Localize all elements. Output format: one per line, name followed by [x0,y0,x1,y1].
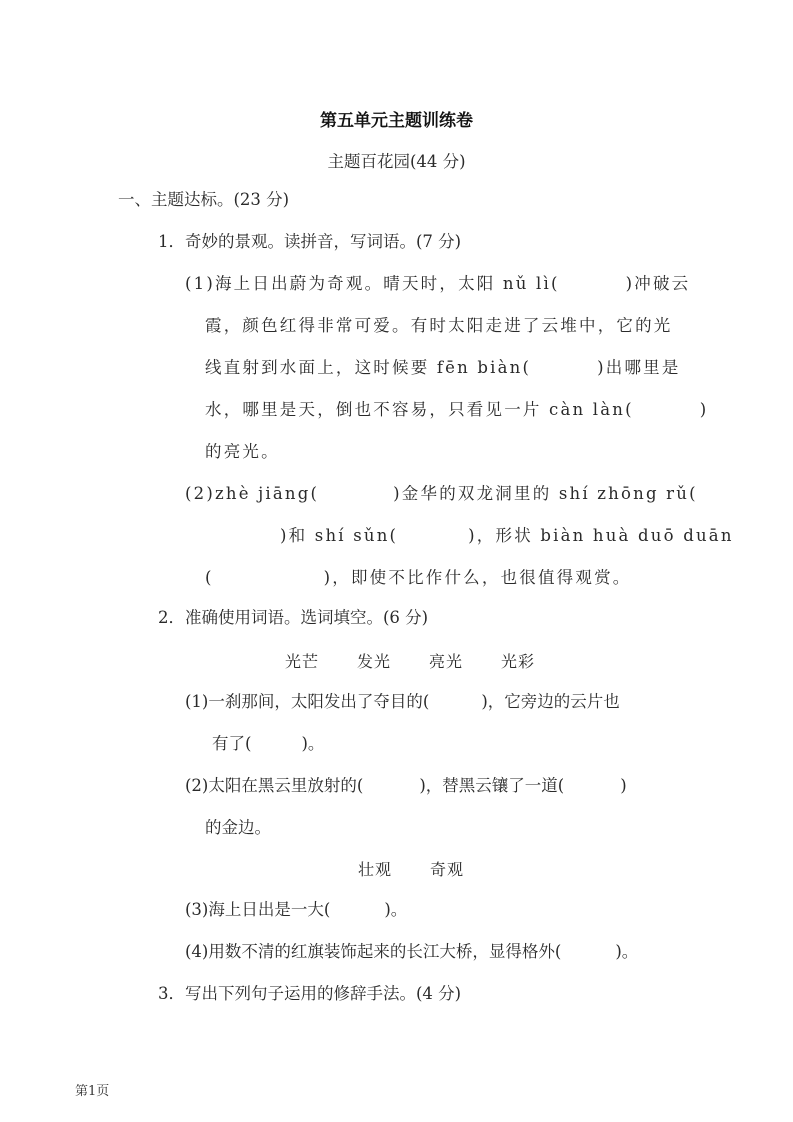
q1-p2-line1 [185,483,698,505]
word-option: 发光 [357,652,392,671]
text: (3)海上日出是一大( [185,900,331,919]
word-option: 光彩 [501,652,536,671]
q2-p1-line1 [185,691,620,713]
section-1-heading: 一、主题达标。(23 分) [118,190,290,209]
word-option: 壮观 [358,860,393,879]
word-option: 奇观 [430,860,465,879]
q1-p2-line2 [280,525,734,547]
text: )，它旁边的云片也 [481,692,620,711]
text: )，即使不比作什么，也很值得观赏。 [323,568,632,587]
document-title: 第五单元主题训练卷 [320,111,473,131]
q1-p1-line4 [205,399,708,421]
q1-p1-line1 [185,273,690,295]
text: 水，哪里是天，倒也不容易，只看见一片 càn làn( [205,400,634,419]
q1-p1-line3 [205,357,681,379]
text: (1)海上日出蔚为奇观。晴天时，太阳 nǔ lì( [185,274,560,293]
text: ) [620,776,627,795]
word-option: 光芒 [285,652,320,671]
text: )金华的双龙洞里的 shí zhōng rǔ( [393,484,698,503]
page-number: 第1页 [75,1084,110,1099]
question-3-heading: 3．写出下列句子运用的修辞手法。(4 分) [158,984,462,1003]
q1-p1-line5: 的亮光。 [205,442,280,461]
text: )，形状 biàn huà duō duān [468,526,734,545]
text: )。 [384,900,408,919]
text: 线直射到水面上，这时候要 fēn biàn( [205,358,532,377]
text: )和 shí sǔn( [280,526,399,545]
text: 有了( [212,734,252,753]
q2-p2-line2: 的金边。 [205,818,271,837]
text: ) [699,400,709,419]
text: ( [205,568,214,587]
question-1-heading: 1．奇妙的景观。读拼音，写词语。(7 分) [158,232,462,251]
word-options-a [285,649,573,672]
q2-p2-line1 [185,775,627,797]
word-option: 亮光 [429,652,464,671]
text: )，替黑云镶了一道( [419,776,565,795]
text: )。 [615,942,639,961]
text: (2)太阳在黑云里放射的( [185,776,364,795]
document-subtitle: 主题百花园(44 分) [327,152,466,171]
text: )冲破云 [625,274,691,293]
q1-p1-line2: 霞，颜色红得非常可爱。有时太阳走进了云堆中，它的光 [205,316,673,335]
q2-p3 [185,899,407,921]
question-2-heading: 2．准确使用词语。选词填空。(6 分) [158,608,429,627]
q2-p4 [185,941,638,963]
text: (1)一刹那间，太阳发出了夺目的( [185,692,430,711]
q1-p2-line3 [205,567,631,589]
text: (2)zhè jiāng( [185,484,320,503]
text: )出哪里是 [597,358,681,377]
word-options-b [358,857,502,880]
text: )。 [301,734,325,753]
text: (4)用数不清的红旗装饰起来的长江大桥，显得格外( [185,942,562,961]
q2-p1-line2 [212,733,324,755]
